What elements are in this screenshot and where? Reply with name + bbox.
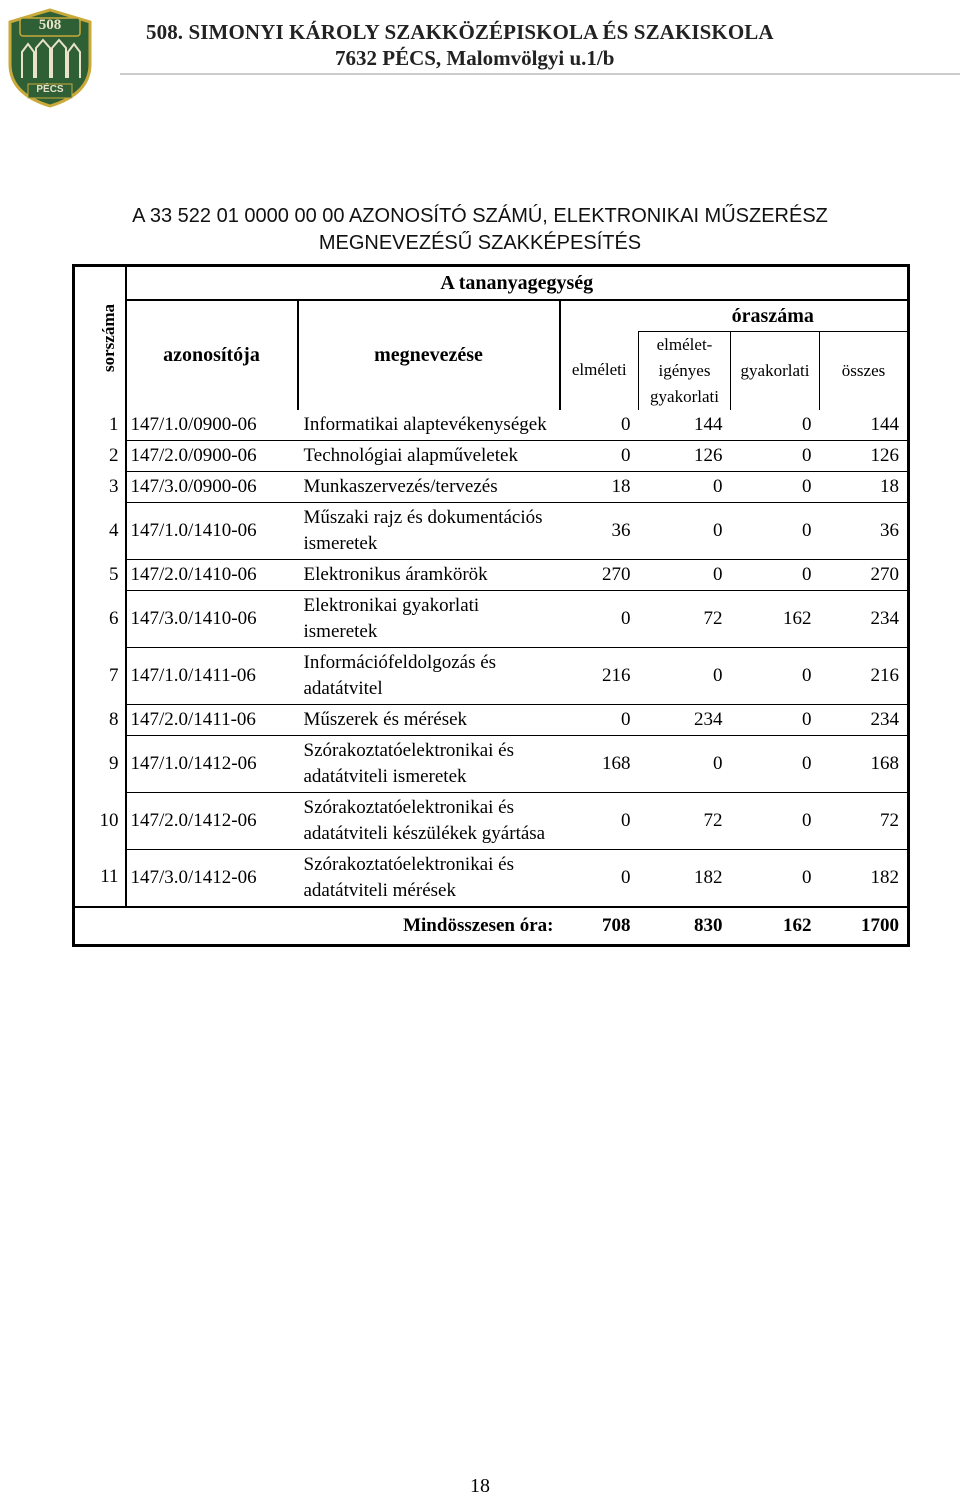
row-elmeleti: 0 — [560, 590, 639, 647]
row-osszes: 234 — [820, 704, 909, 735]
row-elmeleti: 270 — [560, 559, 639, 590]
row-index: 8 — [74, 704, 126, 735]
total-gyakorlati: 162 — [731, 907, 820, 946]
row-index: 10 — [74, 792, 126, 849]
row-code: 147/3.0/1412-06 — [126, 849, 298, 907]
row-code: 147/1.0/0900-06 — [130, 413, 257, 435]
row-name: Műszerek és mérések — [298, 704, 560, 735]
page-number: 18 — [470, 1475, 490, 1497]
row-code: 147/2.0/1410-06 — [126, 559, 298, 590]
row-osszes: 36 — [820, 502, 909, 559]
row-gyakorlati: 0 — [731, 647, 820, 704]
row-name: Szórakoztatóelektronikai és adatátviteli ismeretek — [298, 735, 560, 792]
row-elmelet-igenyes: 144 — [694, 413, 723, 435]
row-gyakorlati: 0 — [731, 792, 820, 849]
school-logo — [6, 8, 94, 108]
row-osszes: 18 — [820, 471, 909, 502]
megnevezese-header: megnevezése — [298, 300, 560, 410]
table-row — [74, 410, 909, 441]
row-elmelet-igenyes: 0 — [639, 647, 731, 704]
row-index: 5 — [74, 559, 126, 590]
row-elmelet-igenyes: 0 — [639, 559, 731, 590]
table-row — [74, 792, 909, 849]
row-index: 1 — [74, 410, 126, 441]
row-index: 11 — [74, 849, 126, 907]
row-code: 147/1.0/1411-06 — [126, 647, 298, 704]
row-elmelet-igenyes: 234 — [639, 704, 731, 735]
row-name: Szórakoztatóelektronikai és adatátviteli mérések — [298, 849, 560, 907]
row-elmeleti: 0 — [560, 849, 639, 907]
row-elmelet-igenyes: 126 — [639, 440, 731, 471]
total-row — [74, 907, 909, 946]
azonositoja-header: azonosítója — [163, 344, 260, 367]
table-row — [74, 647, 909, 704]
row-index: 2 — [74, 440, 126, 471]
row-index: 6 — [74, 590, 126, 647]
document-title-line-2: MEGNEVEZÉSŰ SZAKKÉPESÍTÉS — [318, 232, 642, 254]
row-elmelet-igenyes: 0 — [639, 471, 731, 502]
row-elmeleti: 0 — [621, 413, 631, 435]
elmelet-igenyes-header: elmélet- igényes gyakorlati — [639, 331, 731, 410]
row-osszes: 144 — [870, 413, 900, 435]
row-elmeleti: 18 — [560, 471, 639, 502]
row-name: Informatikai alaptevékenységek — [303, 413, 547, 435]
row-elmeleti: 216 — [560, 647, 639, 704]
table-row — [74, 471, 909, 502]
school-name: 508. SIMONYI KÁROLY SZAKKÖZÉPISKOLA ÉS SZAKISKOLA — [146, 20, 774, 44]
row-code: 147/1.0/1410-06 — [126, 502, 298, 559]
row-osszes: 216 — [820, 647, 909, 704]
table-row — [74, 849, 909, 907]
table-row — [74, 735, 909, 792]
row-name: Információfeldolgozás és adatátvitel — [298, 647, 560, 704]
header-divider — [120, 73, 960, 75]
row-elmelet-igenyes: 72 — [639, 792, 731, 849]
row-gyakorlati: 0 — [731, 471, 820, 502]
row-gyakorlati: 0 — [731, 440, 820, 471]
row-gyakorlati: 162 — [731, 590, 820, 647]
row-gyakorlati: 0 — [731, 502, 820, 559]
row-elmeleti: 0 — [560, 792, 639, 849]
row-index: 3 — [74, 471, 126, 502]
total-elmelet-igenyes: 830 — [639, 907, 731, 946]
row-elmelet-igenyes: 0 — [639, 502, 731, 559]
total-elmeleti: 708 — [560, 907, 639, 946]
row-code: 147/2.0/1411-06 — [126, 704, 298, 735]
row-osszes: 168 — [820, 735, 909, 792]
row-name: Munkaszervezés/tervezés — [298, 471, 560, 502]
table-row — [74, 502, 909, 559]
row-name: Elektronikai gyakorlati ismeretek — [298, 590, 560, 647]
row-gyakorlati: 0 — [802, 413, 812, 435]
row-code: 147/2.0/1412-06 — [126, 792, 298, 849]
row-elmeleti: 168 — [560, 735, 639, 792]
table-row — [74, 559, 909, 590]
row-name: Szórakoztatóelektronikai és adatátviteli készülékek gyártása — [298, 792, 560, 849]
logo-number: 508 — [38, 17, 62, 33]
total-label: Mindösszesen óra: — [74, 907, 560, 946]
row-code: 147/3.0/1410-06 — [126, 590, 298, 647]
total-osszes: 1700 — [820, 907, 909, 946]
elmeleti-header: elméleti — [560, 331, 639, 410]
row-index: 4 — [74, 502, 126, 559]
sorszama-header: sorszáma — [74, 266, 126, 410]
row-elmeleti: 36 — [560, 502, 639, 559]
row-osszes: 234 — [820, 590, 909, 647]
row-elmeleti: 0 — [560, 440, 639, 471]
row-gyakorlati: 0 — [731, 704, 820, 735]
gyakorlati-header: gyakorlati — [731, 331, 820, 410]
row-osszes: 182 — [820, 849, 909, 907]
row-osszes: 126 — [820, 440, 909, 471]
row-name: Elektronikus áramkörök — [298, 559, 560, 590]
row-elmelet-igenyes: 0 — [639, 735, 731, 792]
row-elmelet-igenyes: 72 — [639, 590, 731, 647]
row-code: 147/3.0/0900-06 — [126, 471, 298, 502]
group-header: A tananyagegység — [126, 266, 909, 301]
row-osszes: 72 — [820, 792, 909, 849]
table-row — [74, 440, 909, 471]
row-gyakorlati: 0 — [731, 735, 820, 792]
row-index: 7 — [74, 647, 126, 704]
row-gyakorlati: 0 — [731, 559, 820, 590]
row-osszes: 270 — [820, 559, 909, 590]
row-elmelet-igenyes: 182 — [639, 849, 731, 907]
row-index: 9 — [74, 735, 126, 792]
row-gyakorlati: 0 — [731, 849, 820, 907]
hours-header: óraszáma — [639, 300, 909, 331]
row-elmeleti: 0 — [560, 704, 639, 735]
row-code: 147/1.0/1412-06 — [126, 735, 298, 792]
osszes-header: összes — [820, 331, 909, 410]
school-address: 7632 PÉCS, Malomvölgyi u.1/b — [335, 46, 615, 70]
row-code: 147/2.0/0900-06 — [126, 440, 298, 471]
row-name: Műszaki rajz és dokumentációs ismeretek — [298, 502, 560, 559]
curriculum-table — [72, 264, 910, 947]
document-title-line-1: A 33 522 01 0000 00 00 AZONOSÍTÓ SZÁMÚ, ELEKTRONIKAI MŰSZERÉSZ — [132, 205, 828, 227]
table-row — [74, 590, 909, 647]
logo-city: PÉCS — [36, 84, 64, 95]
row-name: Technológiai alapműveletek — [298, 440, 560, 471]
table-row — [74, 704, 909, 735]
